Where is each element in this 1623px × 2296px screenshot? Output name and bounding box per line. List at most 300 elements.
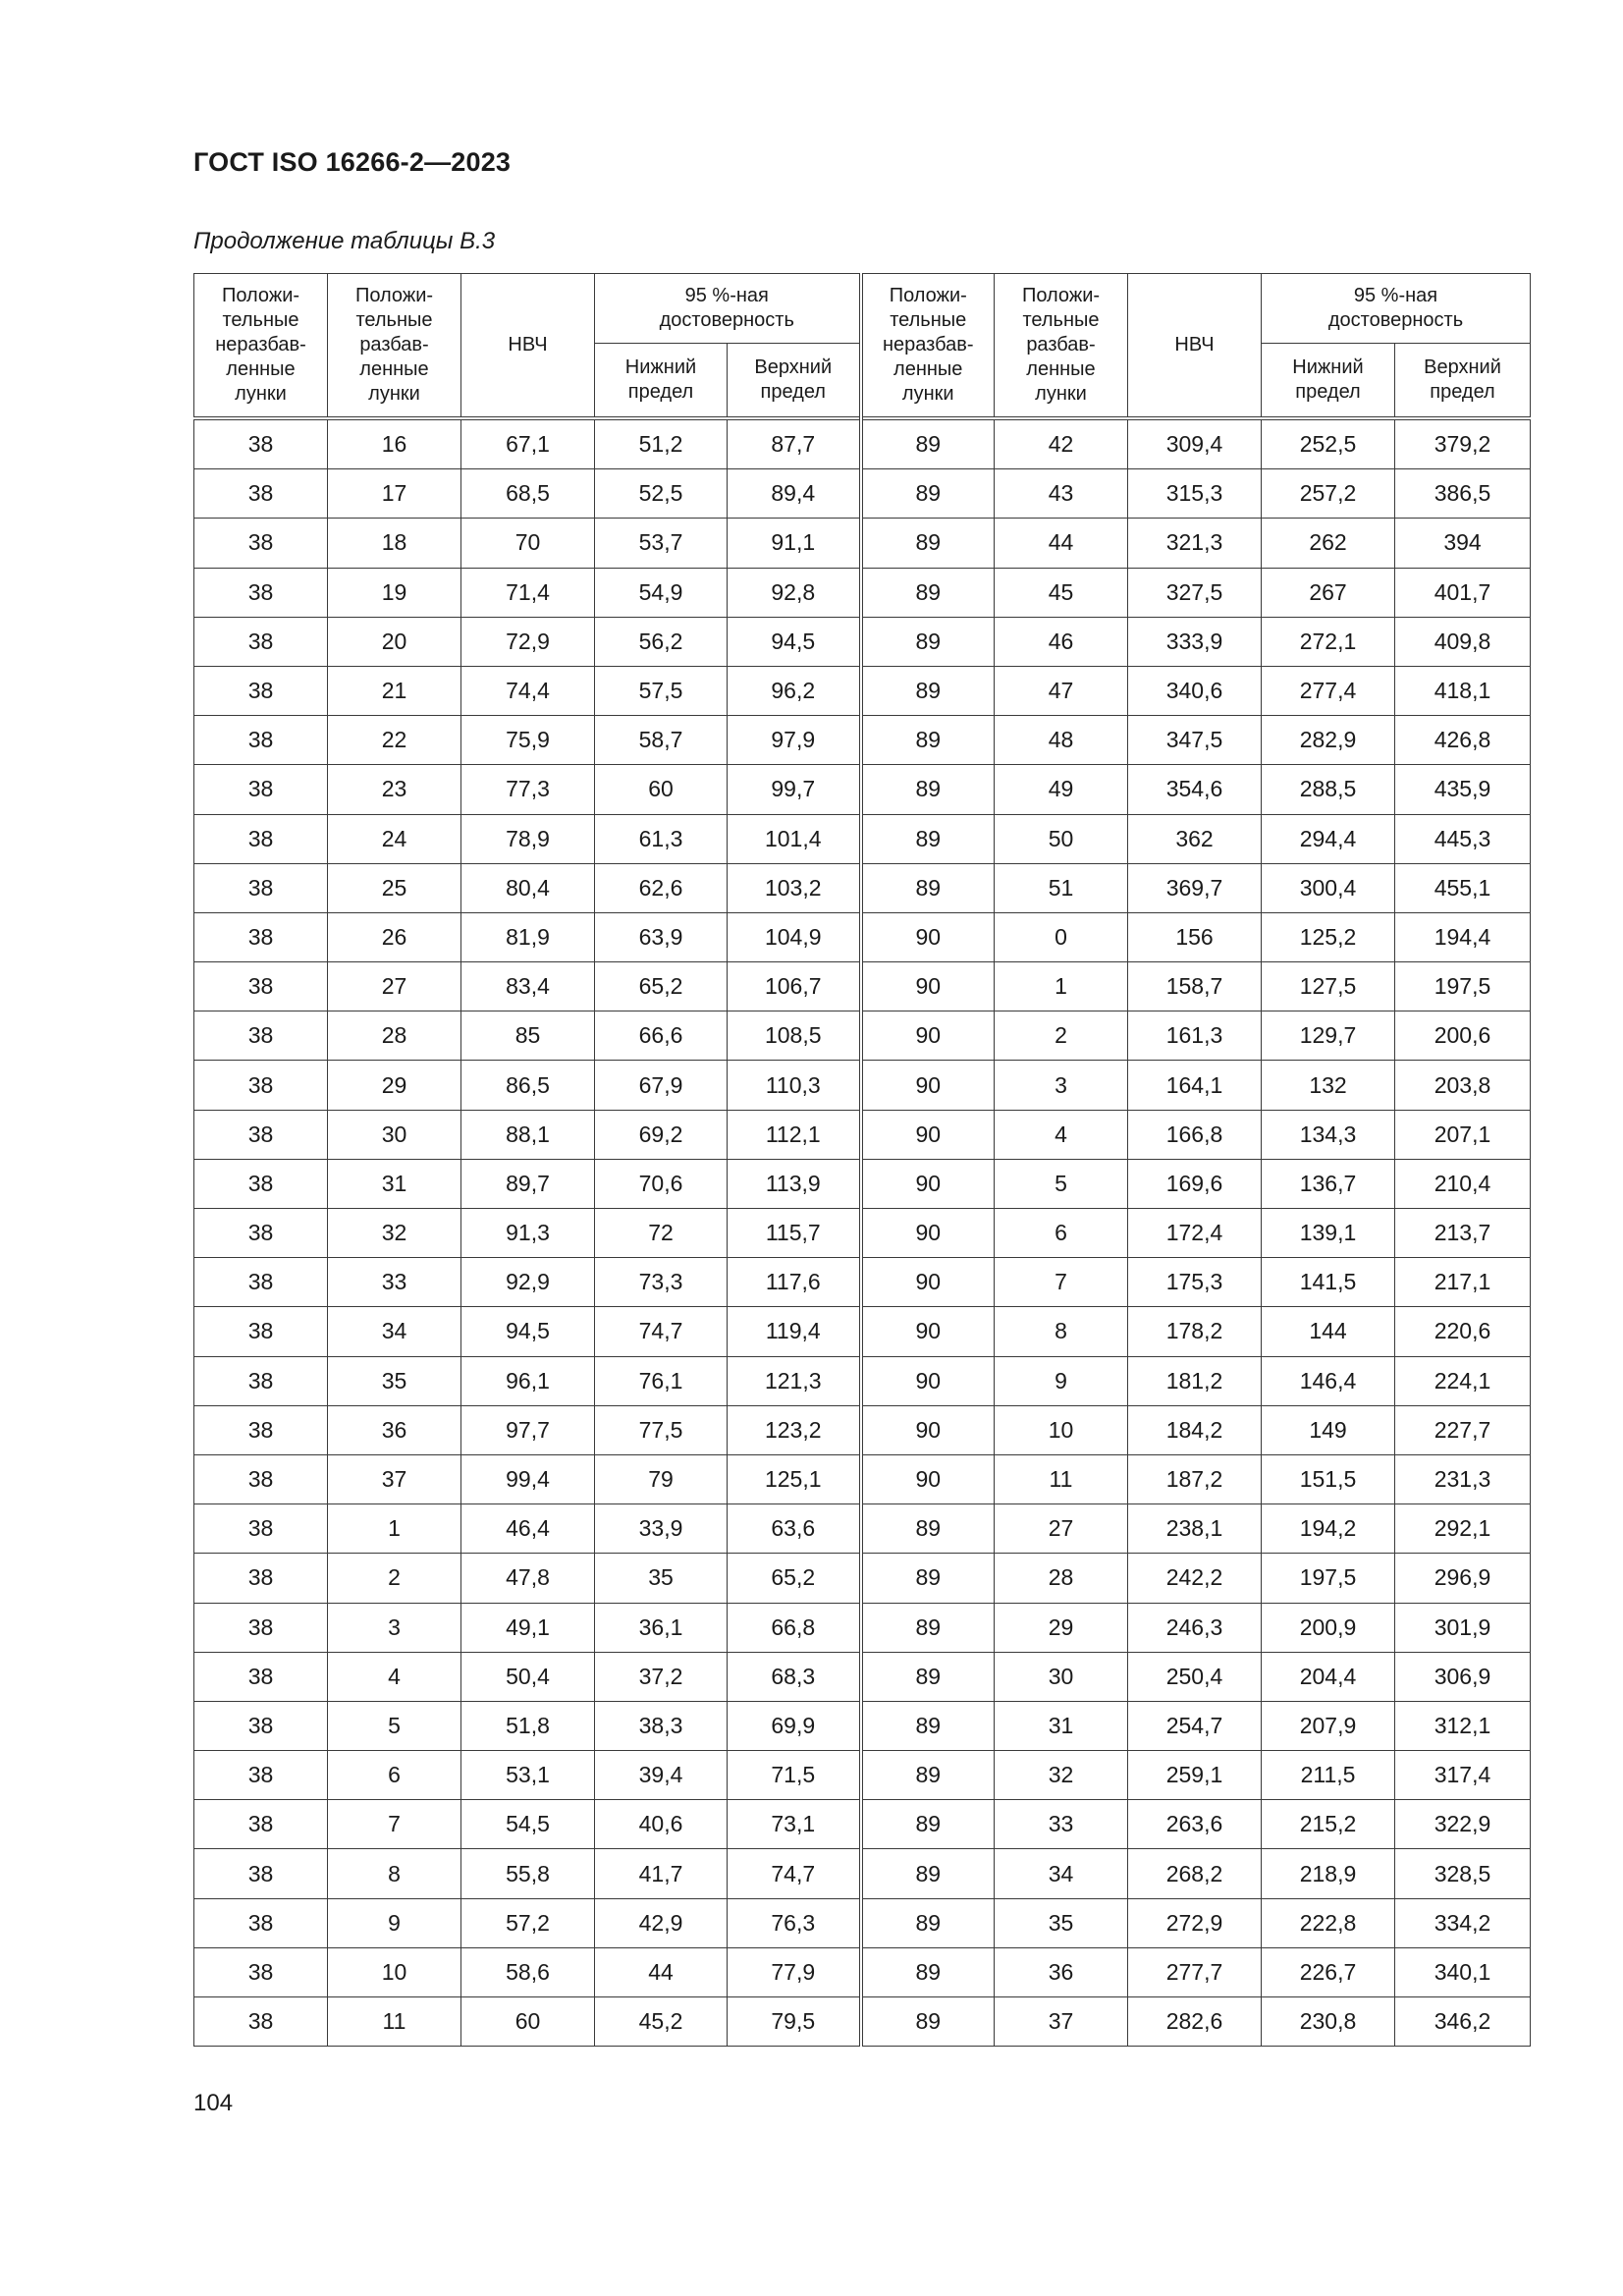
data-table — [193, 273, 1531, 2047]
table-cell: 60 — [461, 1997, 595, 2047]
table-cell: 2 — [995, 1011, 1128, 1061]
table-cell: 296,9 — [1395, 1554, 1531, 1603]
table-cell: 24 — [328, 814, 461, 863]
table-cell: 139,1 — [1262, 1209, 1395, 1258]
table-cell: 89 — [861, 1603, 995, 1652]
table-cell: 292,1 — [1395, 1504, 1531, 1554]
table-cell: 90 — [861, 1159, 995, 1208]
table-cell: 327,5 — [1128, 568, 1262, 617]
table-cell: 25 — [328, 863, 461, 912]
table-row — [194, 1849, 1531, 1898]
table-cell: 386,5 — [1395, 469, 1531, 519]
table-cell: 91,1 — [728, 519, 861, 568]
table-cell: 119,4 — [728, 1307, 861, 1356]
table-cell: 144 — [1262, 1307, 1395, 1356]
table-cell: 96,1 — [461, 1356, 595, 1405]
table-cell: 90 — [861, 962, 995, 1011]
table-cell: 33 — [995, 1800, 1128, 1849]
table-cell: 49 — [995, 765, 1128, 814]
table-cell: 3 — [995, 1061, 1128, 1110]
table-cell: 30 — [328, 1110, 461, 1159]
table-cell: 57,5 — [595, 666, 728, 715]
table-cell: 4 — [995, 1110, 1128, 1159]
table-cell: 113,9 — [728, 1159, 861, 1208]
table-cell: 74,7 — [728, 1849, 861, 1898]
table-cell: 2 — [328, 1554, 461, 1603]
table-row — [194, 814, 1531, 863]
col-header-upper-2: Верхний предел — [1395, 344, 1531, 419]
table-cell: 46 — [995, 617, 1128, 666]
table-cell: 90 — [861, 912, 995, 961]
table-row — [194, 1258, 1531, 1307]
table-cell: 89 — [861, 765, 995, 814]
table-cell: 5 — [328, 1701, 461, 1750]
table-cell: 184,2 — [1128, 1405, 1262, 1454]
table-cell: 79 — [595, 1454, 728, 1503]
table-cell: 38 — [194, 1258, 328, 1307]
table-cell: 33,9 — [595, 1504, 728, 1554]
table-cell: 52,5 — [595, 469, 728, 519]
table-cell: 282,9 — [1262, 716, 1395, 765]
document-code: ГОСТ ISO 16266-2—2023 — [193, 147, 512, 177]
table-cell: 42 — [995, 418, 1128, 469]
table-cell: 38 — [194, 418, 328, 469]
table-cell: 90 — [861, 1209, 995, 1258]
table-cell: 50 — [995, 814, 1128, 863]
table-cell: 75,9 — [461, 716, 595, 765]
table-cell: 267 — [1262, 568, 1395, 617]
table-cell: 117,6 — [728, 1258, 861, 1307]
table-cell: 45 — [995, 568, 1128, 617]
table-cell: 89 — [861, 1898, 995, 1947]
table-cell: 81,9 — [461, 912, 595, 961]
table-cell: 23 — [328, 765, 461, 814]
table-row — [194, 1209, 1531, 1258]
table-row — [194, 1307, 1531, 1356]
table-cell: 38 — [194, 1701, 328, 1750]
table-cell: 72,9 — [461, 617, 595, 666]
table-row — [194, 1603, 1531, 1652]
table-cell: 38 — [194, 1061, 328, 1110]
table-cell: 204,4 — [1262, 1652, 1395, 1701]
table-row — [194, 863, 1531, 912]
col-header-upper: Верхний предел — [728, 344, 861, 419]
table-cell: 435,9 — [1395, 765, 1531, 814]
table-cell: 74,4 — [461, 666, 595, 715]
table-cell: 28 — [995, 1554, 1128, 1603]
table-cell: 41,7 — [595, 1849, 728, 1898]
table-cell: 56,2 — [595, 617, 728, 666]
col-header-confidence-2: 95 %-ная достоверность — [1262, 274, 1531, 344]
table-cell: 254,7 — [1128, 1701, 1262, 1750]
table-cell: 89 — [861, 1701, 995, 1750]
table-cell: 19 — [328, 568, 461, 617]
table-cell: 90 — [861, 1258, 995, 1307]
table-cell: 32 — [328, 1209, 461, 1258]
table-cell: 226,7 — [1262, 1947, 1395, 1996]
table-cell: 35 — [328, 1356, 461, 1405]
table-cell: 92,9 — [461, 1258, 595, 1307]
col-header-positive-diluted: Положи- тельные разбав- ленные лунки — [328, 274, 461, 419]
table-cell: 175,3 — [1128, 1258, 1262, 1307]
col-header-lower: Нижний предел — [595, 344, 728, 419]
table-cell: 51 — [995, 863, 1128, 912]
table-cell: 38 — [194, 1504, 328, 1554]
table-row — [194, 1061, 1531, 1110]
table-cell: 317,4 — [1395, 1751, 1531, 1800]
table-cell: 66,8 — [728, 1603, 861, 1652]
table-cell: 312,1 — [1395, 1701, 1531, 1750]
col-header-mpn: НВЧ — [461, 274, 595, 419]
table-cell: 127,5 — [1262, 962, 1395, 1011]
table-cell: 31 — [328, 1159, 461, 1208]
table-row — [194, 1652, 1531, 1701]
table-cell: 1 — [328, 1504, 461, 1554]
table-cell: 90 — [861, 1454, 995, 1503]
table-cell: 89 — [861, 1652, 995, 1701]
table-cell: 76,1 — [595, 1356, 728, 1405]
table-cell: 85 — [461, 1011, 595, 1061]
table-cell: 92,8 — [728, 568, 861, 617]
table-cell: 246,3 — [1128, 1603, 1262, 1652]
table-cell: 38 — [194, 863, 328, 912]
table-cell: 37 — [328, 1454, 461, 1503]
table-cell: 252,5 — [1262, 418, 1395, 469]
table-cell: 272,9 — [1128, 1898, 1262, 1947]
table-cell: 268,2 — [1128, 1849, 1262, 1898]
table-cell: 213,7 — [1395, 1209, 1531, 1258]
table-row — [194, 912, 1531, 961]
table-cell: 51,8 — [461, 1701, 595, 1750]
table-cell: 89 — [861, 519, 995, 568]
table-cell: 37 — [995, 1997, 1128, 2047]
table-cell: 164,1 — [1128, 1061, 1262, 1110]
table-cell: 194,4 — [1395, 912, 1531, 961]
table-cell: 32 — [995, 1751, 1128, 1800]
table-cell: 306,9 — [1395, 1652, 1531, 1701]
table-cell: 231,3 — [1395, 1454, 1531, 1503]
table-cell: 187,2 — [1128, 1454, 1262, 1503]
table-cell: 146,4 — [1262, 1356, 1395, 1405]
table-cell: 53,7 — [595, 519, 728, 568]
table-cell: 61,3 — [595, 814, 728, 863]
table-cell: 77,3 — [461, 765, 595, 814]
table-row — [194, 1356, 1531, 1405]
table-cell: 38 — [194, 765, 328, 814]
table-cell: 6 — [995, 1209, 1128, 1258]
table-cell: 8 — [995, 1307, 1128, 1356]
table-row — [194, 418, 1531, 469]
table-cell: 67,9 — [595, 1061, 728, 1110]
table-cell: 259,1 — [1128, 1751, 1262, 1800]
table-cell: 104,9 — [728, 912, 861, 961]
table-cell: 38 — [194, 1159, 328, 1208]
table-cell: 38 — [194, 1209, 328, 1258]
table-cell: 89 — [861, 568, 995, 617]
table-cell: 53,1 — [461, 1751, 595, 1800]
table-cell: 38 — [194, 1554, 328, 1603]
table-cell: 227,7 — [1395, 1405, 1531, 1454]
table-cell: 340,6 — [1128, 666, 1262, 715]
table-cell: 79,5 — [728, 1997, 861, 2047]
col-header-positive-undiluted: Положи- тельные неразбав- ленные лунки — [194, 274, 328, 419]
table-cell: 90 — [861, 1061, 995, 1110]
table-cell: 38 — [194, 519, 328, 568]
table-cell: 90 — [861, 1356, 995, 1405]
table-cell: 334,2 — [1395, 1898, 1531, 1947]
table-cell: 43 — [995, 469, 1128, 519]
table-cell: 97,7 — [461, 1405, 595, 1454]
table-cell: 38 — [194, 716, 328, 765]
table-cell: 207,1 — [1395, 1110, 1531, 1159]
table-cell: 125,2 — [1262, 912, 1395, 961]
table-row — [194, 568, 1531, 617]
table-cell: 125,1 — [728, 1454, 861, 1503]
table-cell: 72 — [595, 1209, 728, 1258]
table-cell: 60 — [595, 765, 728, 814]
table-cell: 90 — [861, 1110, 995, 1159]
table-cell: 99,4 — [461, 1454, 595, 1503]
table-cell: 90 — [861, 1307, 995, 1356]
table-cell: 394 — [1395, 519, 1531, 568]
table-cell: 257,2 — [1262, 469, 1395, 519]
table-cell: 77,9 — [728, 1947, 861, 1996]
table-cell: 38 — [194, 1603, 328, 1652]
table-cell: 38 — [194, 1405, 328, 1454]
table-cell: 3 — [328, 1603, 461, 1652]
table-cell: 38 — [194, 1997, 328, 2047]
table-cell: 277,7 — [1128, 1947, 1262, 1996]
table-cell: 89 — [861, 666, 995, 715]
table-cell: 70 — [461, 519, 595, 568]
table-cell: 54,9 — [595, 568, 728, 617]
col-header-positive-undiluted-2: Положи- тельные неразбав- ленные лунки — [861, 274, 995, 419]
table-cell: 65,2 — [595, 962, 728, 1011]
table-cell: 44 — [995, 519, 1128, 568]
table-cell: 94,5 — [728, 617, 861, 666]
table-cell: 272,1 — [1262, 617, 1395, 666]
table-cell: 6 — [328, 1751, 461, 1800]
table-cell: 89,4 — [728, 469, 861, 519]
table-cell: 46,4 — [461, 1504, 595, 1554]
table-cell: 91,3 — [461, 1209, 595, 1258]
table-cell: 158,7 — [1128, 962, 1262, 1011]
table-cell: 136,7 — [1262, 1159, 1395, 1208]
table-cell: 418,1 — [1395, 666, 1531, 715]
table-cell: 301,9 — [1395, 1603, 1531, 1652]
table-cell: 55,8 — [461, 1849, 595, 1898]
table-cell: 210,4 — [1395, 1159, 1531, 1208]
table-cell: 27 — [328, 962, 461, 1011]
table-cell: 38 — [194, 1110, 328, 1159]
col-header-mpn-2: НВЧ — [1128, 274, 1262, 419]
col-header-lower-2: Нижний предел — [1262, 344, 1395, 419]
table-row — [194, 1997, 1531, 2047]
table-cell: 112,1 — [728, 1110, 861, 1159]
table-cell: 77,5 — [595, 1405, 728, 1454]
table-cell: 132 — [1262, 1061, 1395, 1110]
table-cell: 106,7 — [728, 962, 861, 1011]
table-cell: 115,7 — [728, 1209, 861, 1258]
table-cell: 161,3 — [1128, 1011, 1262, 1061]
table-cell: 172,4 — [1128, 1209, 1262, 1258]
table-cell: 54,5 — [461, 1800, 595, 1849]
table-cell: 200,6 — [1395, 1011, 1531, 1061]
table-cell: 34 — [995, 1849, 1128, 1898]
table-cell: 8 — [328, 1849, 461, 1898]
table-cell: 76,3 — [728, 1898, 861, 1947]
table-cell: 101,4 — [728, 814, 861, 863]
table-cell: 250,4 — [1128, 1652, 1262, 1701]
table-cell: 321,3 — [1128, 519, 1262, 568]
table-cell: 178,2 — [1128, 1307, 1262, 1356]
table-cell: 215,2 — [1262, 1800, 1395, 1849]
table-cell: 51,2 — [595, 418, 728, 469]
table-cell: 333,9 — [1128, 617, 1262, 666]
table-cell: 78,9 — [461, 814, 595, 863]
table-cell: 29 — [328, 1061, 461, 1110]
table-cell: 409,8 — [1395, 617, 1531, 666]
table-cell: 200,9 — [1262, 1603, 1395, 1652]
table-cell: 11 — [995, 1454, 1128, 1503]
table-cell: 362 — [1128, 814, 1262, 863]
col-header-positive-diluted-2: Положи- тельные разбав- ленные лунки — [995, 274, 1128, 419]
table-cell: 38 — [194, 469, 328, 519]
table-cell: 34 — [328, 1307, 461, 1356]
table-cell: 47,8 — [461, 1554, 595, 1603]
table-row — [194, 1554, 1531, 1603]
table-cell: 96,2 — [728, 666, 861, 715]
table-cell: 58,7 — [595, 716, 728, 765]
table-cell: 99,7 — [728, 765, 861, 814]
table-cell: 89 — [861, 617, 995, 666]
table-cell: 63,6 — [728, 1504, 861, 1554]
table-cell: 21 — [328, 666, 461, 715]
table-cell: 17 — [328, 469, 461, 519]
table-cell: 288,5 — [1262, 765, 1395, 814]
table-cell: 63,9 — [595, 912, 728, 961]
table-cell: 33 — [328, 1258, 461, 1307]
table-cell: 38 — [194, 568, 328, 617]
table-cell: 42,9 — [595, 1898, 728, 1947]
table-cell: 156 — [1128, 912, 1262, 961]
table-cell: 66,6 — [595, 1011, 728, 1061]
table-row — [194, 962, 1531, 1011]
table-cell: 1 — [995, 962, 1128, 1011]
table-row — [194, 1454, 1531, 1503]
table-cell: 38 — [194, 1849, 328, 1898]
table-cell: 294,4 — [1262, 814, 1395, 863]
table-row — [194, 1011, 1531, 1061]
table-cell: 129,7 — [1262, 1011, 1395, 1061]
table-cell: 27 — [995, 1504, 1128, 1554]
page-number: 104 — [193, 2090, 234, 2116]
table-cell: 0 — [995, 912, 1128, 961]
table-cell: 169,6 — [1128, 1159, 1262, 1208]
table-cell: 5 — [995, 1159, 1128, 1208]
table-cell: 44 — [595, 1947, 728, 1996]
table-row — [194, 469, 1531, 519]
table-cell: 31 — [995, 1701, 1128, 1750]
table-cell: 9 — [995, 1356, 1128, 1405]
table-row — [194, 1701, 1531, 1750]
table-cell: 89 — [861, 1800, 995, 1849]
table-cell: 89 — [861, 469, 995, 519]
table-cell: 121,3 — [728, 1356, 861, 1405]
table-cell: 9 — [328, 1898, 461, 1947]
table-cell: 38 — [194, 1454, 328, 1503]
table-cell: 89 — [861, 1751, 995, 1800]
table-cell: 38 — [194, 1751, 328, 1800]
table-cell: 89 — [861, 863, 995, 912]
table-row — [194, 1405, 1531, 1454]
table-cell: 340,1 — [1395, 1947, 1531, 1996]
table-cell: 49,1 — [461, 1603, 595, 1652]
table-cell: 369,7 — [1128, 863, 1262, 912]
table-cell: 38 — [194, 617, 328, 666]
table-row — [194, 1159, 1531, 1208]
table-cell: 36 — [995, 1947, 1128, 1996]
table-cell: 36,1 — [595, 1603, 728, 1652]
table-cell: 67,1 — [461, 418, 595, 469]
table-cell: 90 — [861, 1405, 995, 1454]
table-cell: 222,8 — [1262, 1898, 1395, 1947]
table-cell: 38 — [194, 962, 328, 1011]
table-cell: 181,2 — [1128, 1356, 1262, 1405]
table-cell: 315,3 — [1128, 469, 1262, 519]
table-cell: 123,2 — [728, 1405, 861, 1454]
table-cell: 38 — [194, 1356, 328, 1405]
table-cell: 347,5 — [1128, 716, 1262, 765]
table-cell: 38 — [194, 912, 328, 961]
table-cell: 89 — [861, 418, 995, 469]
table-cell: 74,7 — [595, 1307, 728, 1356]
table-cell: 35 — [995, 1898, 1128, 1947]
table-body — [194, 418, 1531, 2047]
table-cell: 73,1 — [728, 1800, 861, 1849]
table-cell: 73,3 — [595, 1258, 728, 1307]
table-cell: 89 — [861, 814, 995, 863]
table-cell: 7 — [995, 1258, 1128, 1307]
table-cell: 83,4 — [461, 962, 595, 1011]
table-row — [194, 1751, 1531, 1800]
table-cell: 38 — [194, 1652, 328, 1701]
table-cell: 282,6 — [1128, 1997, 1262, 2047]
table-cell: 426,8 — [1395, 716, 1531, 765]
table-cell: 445,3 — [1395, 814, 1531, 863]
table-cell: 18 — [328, 519, 461, 568]
table-cell: 89,7 — [461, 1159, 595, 1208]
table-cell: 38,3 — [595, 1701, 728, 1750]
table-cell: 89 — [861, 1997, 995, 2047]
table-cell: 38 — [194, 1800, 328, 1849]
table-cell: 69,2 — [595, 1110, 728, 1159]
table-row — [194, 617, 1531, 666]
table-cell: 20 — [328, 617, 461, 666]
table-cell: 57,2 — [461, 1898, 595, 1947]
table-cell: 58,6 — [461, 1947, 595, 1996]
col-header-confidence: 95 %-ная достоверность — [595, 274, 861, 344]
table-cell: 47 — [995, 666, 1128, 715]
table-cell: 134,3 — [1262, 1110, 1395, 1159]
table-cell: 10 — [995, 1405, 1128, 1454]
table-cell: 110,3 — [728, 1061, 861, 1110]
table-cell: 38 — [194, 666, 328, 715]
table-cell: 38 — [194, 814, 328, 863]
table-cell: 48 — [995, 716, 1128, 765]
table-cell: 218,9 — [1262, 1849, 1395, 1898]
table-cell: 197,5 — [1262, 1554, 1395, 1603]
